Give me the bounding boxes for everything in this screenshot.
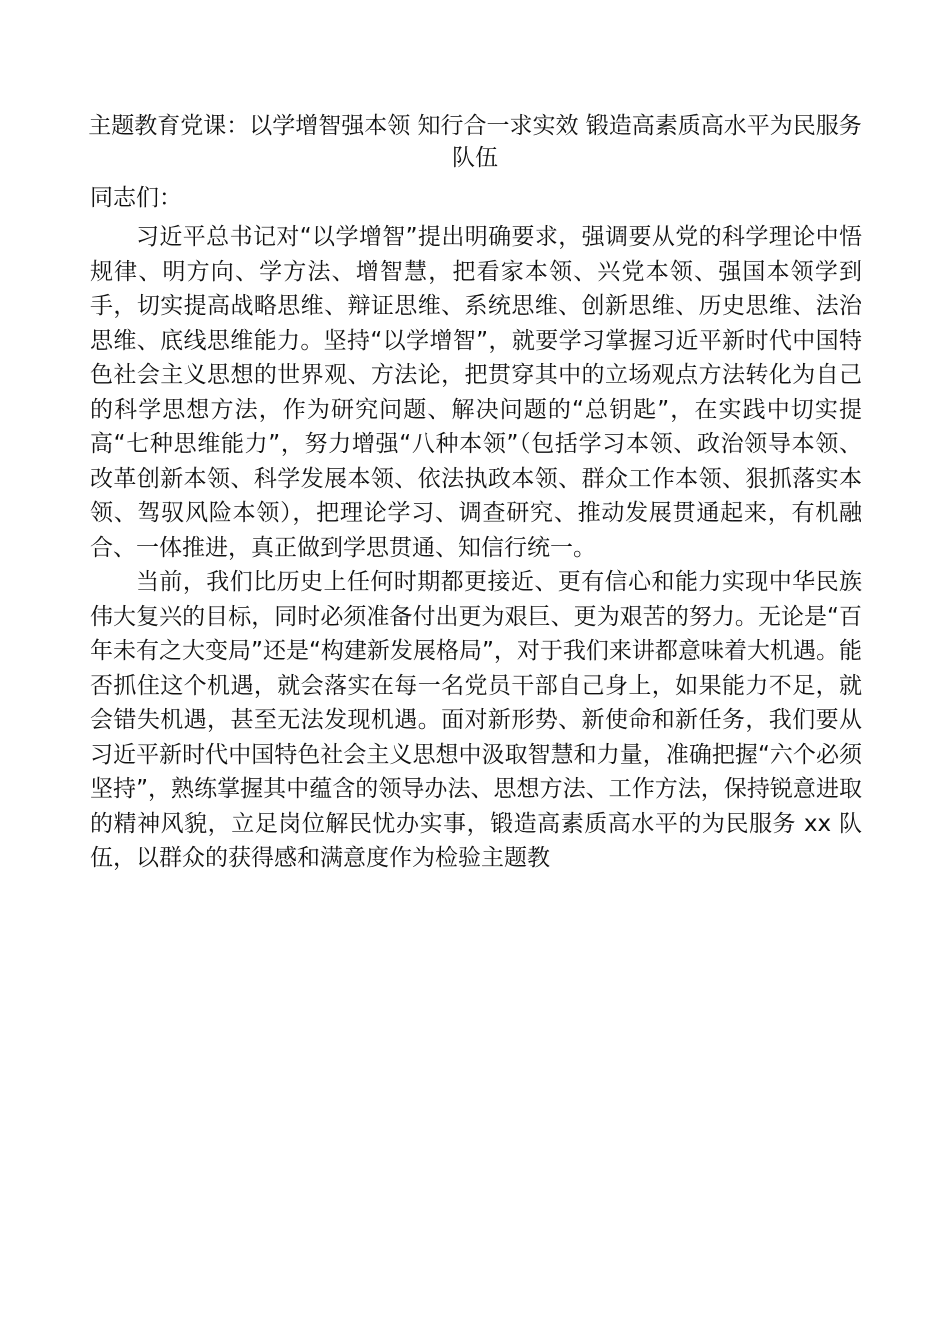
paragraph: 习近平总书记对“以学增智”提出明确要求，强调要从党的科学理论中悟规律、明方向、学方法、增智慧，把看家本领、兴党本领、强国本领学到手，切实提高战略思维、辩证思维、系统思维、创新思维、历史思维、法治思维、底线思维能力。坚持“以学增智”，就要学习掌握习近平新时代中国特色社会主义思想的世界观、方法论，把贯穿其中的立场观点方法转化为自己的科学思想方法，作为研究问题、解决问题的“总钥匙”，在实践中切实提高“七种思维能力”，努力增强“八种本领”（包括学习本领、政治领导本领、改革创新本领、科学发展本领、依法执政本领、群众工作本领、狠抓落实本领、驾驭风险本领），把理论学习、调查研究、推动发展贯通起来，有机融合、一体推进，真正做到学思贯通、知信行统一。 [90, 224, 862, 561]
salutation: 同志们： [90, 185, 182, 211]
document-body [90, 220, 862, 876]
document-title: 主题教育党课：以学增智强本领 知行合一求实效 锻造高素质高水平为民服务队伍 [88, 113, 862, 171]
paragraph: 当前，我们比历史上任何时期都更接近、更有信心和能力实现中华民族伟大复兴的目标，同时必须准备付出更为艰巨、更为艰苦的努力。无论是“百年未有之大变局”还是“构建新发展格局”，对于我们来讲都意味着大机遇。能否抓住这个机遇，就会落实在每一名党员干部自己身上，如果能力不足，就会错失机遇，甚至无法发现机遇。面对新形势、新使命和新任务，我们要从习近平新时代中国特色社会主义思想中汲取智慧和力量，准确把握“六个必须坚持”，熟练掌握其中蕴含的领导办法、思想方法、工作方法，保持锐意进取的精神风貌，立足岗位解民忧办实事，锻造高素质高水平的为民服务 xx 队伍，以群众的获得感和满意度作为检验主题教 [90, 569, 862, 871]
